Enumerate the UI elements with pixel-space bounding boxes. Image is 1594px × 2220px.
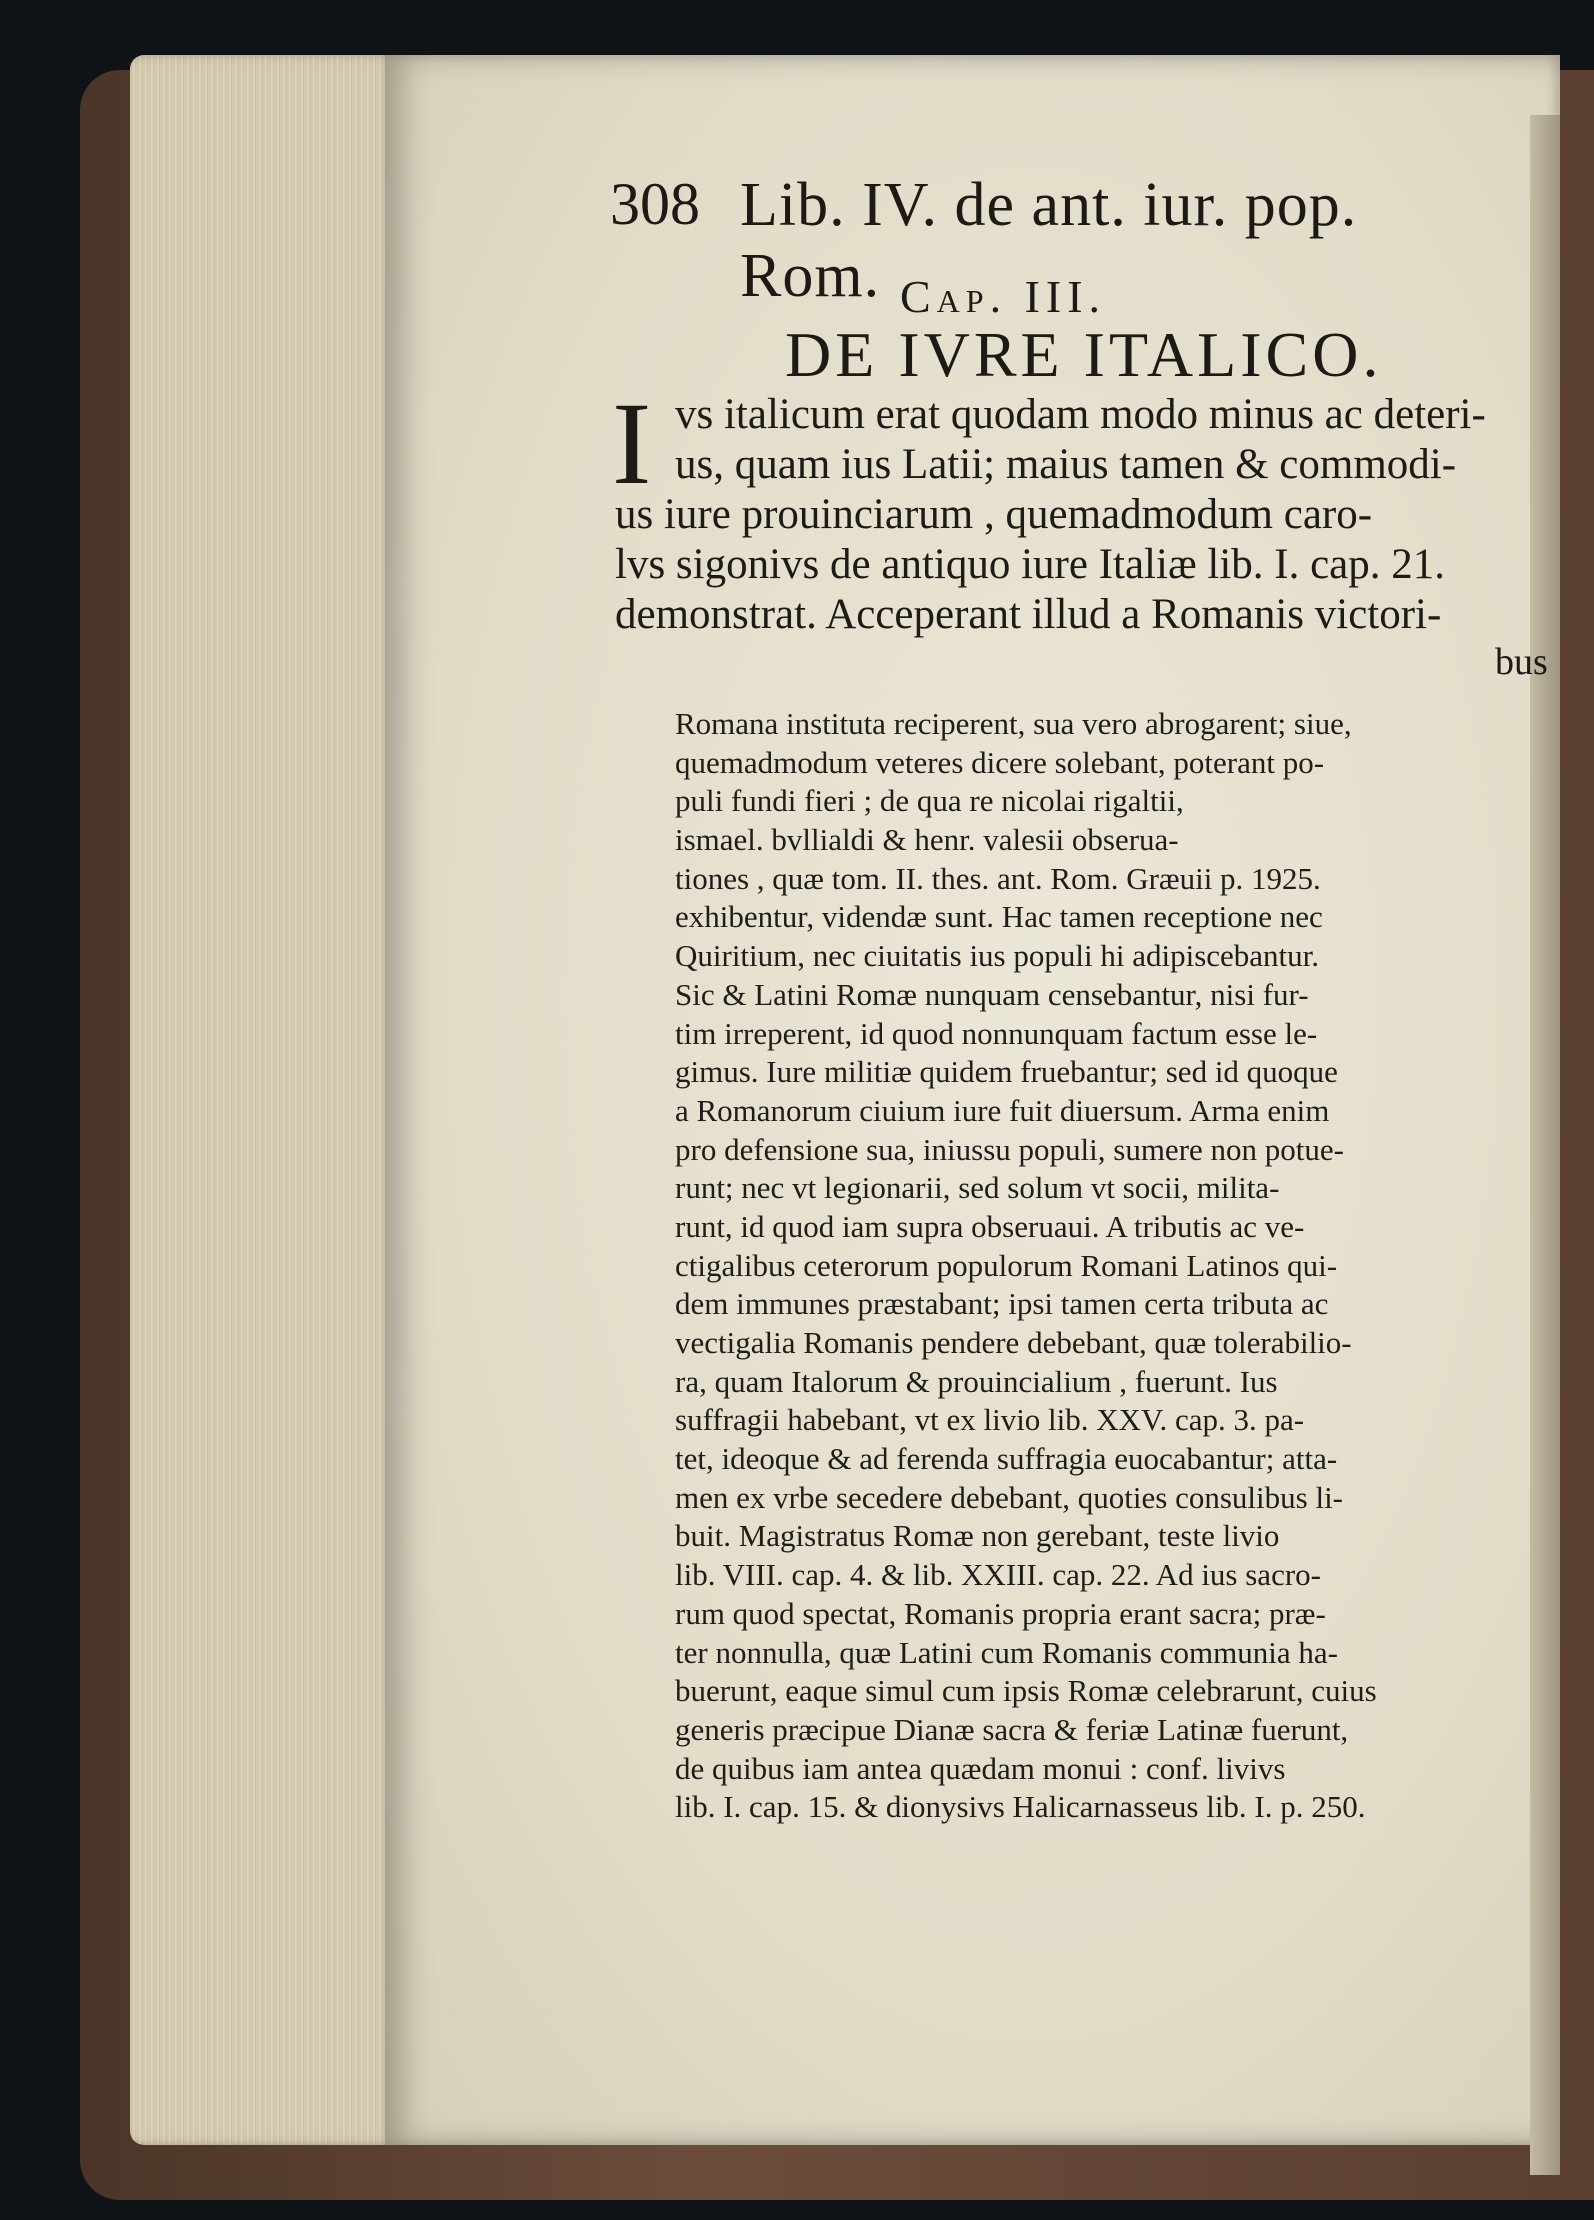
intro-line: us, quam ius Latii; maius tamen & commodi- (675, 441, 1457, 488)
body-line: runt, id quod iam supra obseruaui. A tributis ac ve- (675, 1208, 1305, 1244)
body-line: buerunt, eaque simul cum ipsis Romæ celebrarunt, cuius (675, 1673, 1377, 1709)
chapter-label: Cap. III. (900, 271, 1107, 322)
page-edges (130, 55, 395, 2145)
catchword: bus (1495, 641, 1548, 683)
intro-line: us iure prouinciarum , quemadmodum caro- (615, 491, 1373, 538)
intro-line: vs italicum erat quodam modo minus ac deteri- (675, 391, 1486, 438)
body-line: rum quod spectat, Romanis propria erant sacra; præ- (675, 1595, 1326, 1631)
body-line: ter nonnulla, quæ Latini cum Romanis communia ha- (675, 1634, 1338, 1670)
body-line: lib. VIII. cap. 4. & lib. XXIII. cap. 22. Ad ius sacro- (675, 1557, 1321, 1593)
intro-line: demonstrat. Acceperant illud a Romanis victori- (615, 591, 1442, 638)
body-line: lib. I. cap. 15. & dionysivs Halicarnasseus lib. I. p. 250. (675, 1789, 1366, 1825)
body-line: pro defensione sua, iniussu populi, sumere non potue- (675, 1131, 1344, 1167)
body-line: ctigalibus ceterorum populorum Romani Latinos qui- (675, 1247, 1338, 1283)
body-line: a Romanorum ciuium iure fuit diuersum. Arma enim (675, 1092, 1330, 1128)
body-line: tiones , quæ tom. II. thes. ant. Rom. Græuii p. 1925. (675, 860, 1321, 896)
body-line: generis præcipue Dianæ sacra & feriæ Latinæ fuerunt, (675, 1711, 1349, 1747)
body-line: exhibentur, videndæ sunt. Hac tamen receptione nec (675, 899, 1323, 935)
body-line: quemadmodum veteres dicere solebant, poterant po- (675, 744, 1325, 780)
body-line: ra, quam Italorum & prouincialium , fuerunt. Ius (675, 1363, 1278, 1399)
running-title: Lib. IV. de ant. iur. pop. Rom. (740, 171, 1358, 310)
body-line: runt; nec vt legionarii, sed solum vt socii, milita- (675, 1170, 1280, 1206)
page-number: 308 (610, 171, 700, 237)
body-line: tet, ideoque & ad ferenda suffragia euocabantur; atta- (675, 1441, 1338, 1477)
body-line: de quibus iam antea quædam monui : conf. livivs (675, 1750, 1286, 1786)
body-line: tim irreperent, id quod nonnunquam factum esse le- (675, 1015, 1318, 1051)
body-line: Quiritium, nec ciuitatis ius populi hi adipiscebantur. (675, 938, 1320, 974)
body-line: Sic & Latini Romæ nunquam censebantur, nisi fur- (675, 976, 1309, 1012)
body-line: vectigalia Romanis pendere debebant, quæ tolerabilio- (675, 1325, 1352, 1360)
body-line: buit. Magistratus Romæ non gerebant, teste livio (675, 1518, 1280, 1554)
body-paragraph (675, 705, 1545, 1827)
body-line: ismael. bvllialdi & henr. valesii obserua- (675, 822, 1179, 858)
chapter-title: DE IVRE ITALICO. (785, 319, 1383, 390)
intro-line: lvs sigonivs de antiquo iure Italiæ lib. I. cap. 21. (615, 541, 1446, 588)
body-line: men ex vrbe secedere debebant, quoties consulibus li- (675, 1479, 1343, 1515)
drop-capital: I (612, 378, 652, 509)
body-line: puli fundi fieri ; de qua re nicolai rigaltii, (675, 783, 1184, 819)
body-line: gimus. Iure militiæ quidem fruebantur; sed id quoque (675, 1054, 1338, 1090)
intro-paragraph (615, 390, 1545, 640)
body-line: suffragii habebant, vt ex livio lib. XXV. cap. 3. pa- (675, 1402, 1305, 1438)
body-line: Romana instituta reciperent, sua vero abrogarent; siue, (675, 706, 1352, 741)
body-line: dem immunes præstabant; ipsi tamen certa tributa ac (675, 1286, 1329, 1322)
